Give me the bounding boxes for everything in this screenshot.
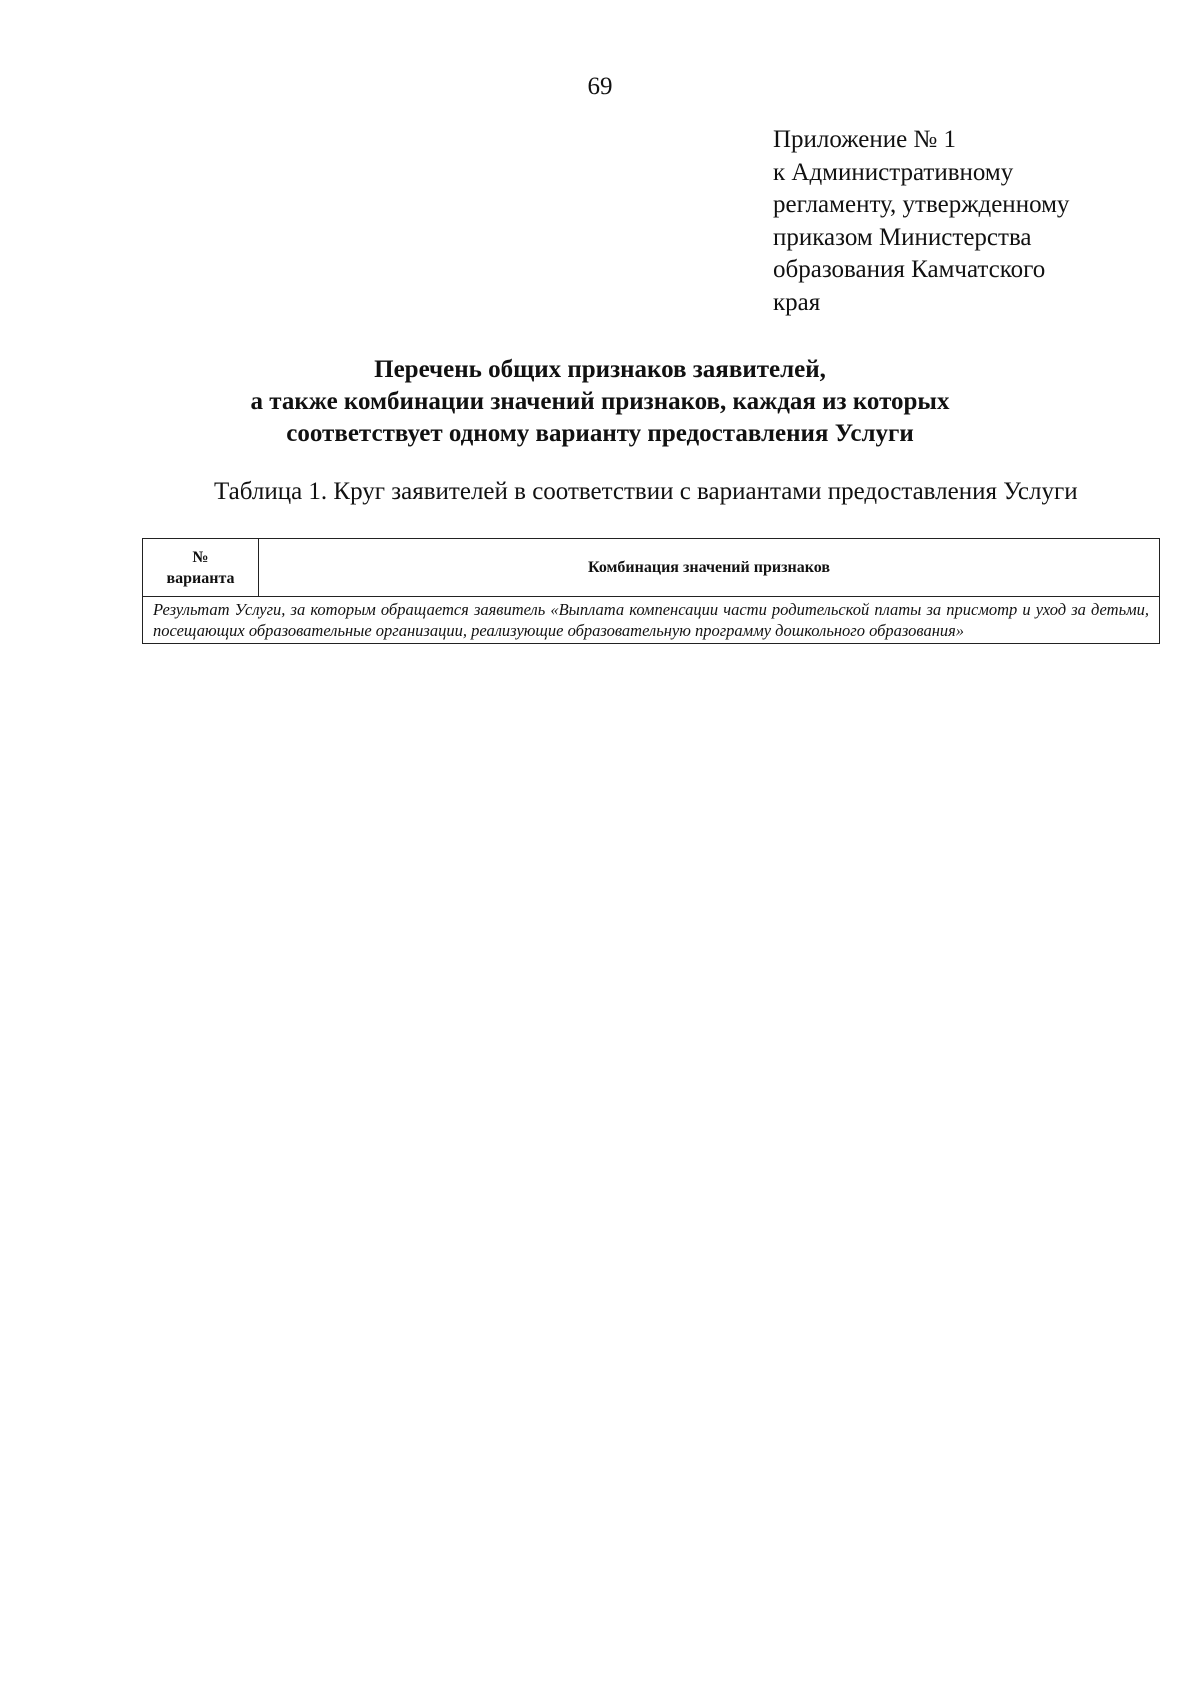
header-variant-number <box>143 539 259 597</box>
header-num-sign: № <box>192 548 209 566</box>
header-num-label: варианта <box>166 569 235 587</box>
document-title <box>0 354 1200 450</box>
header-combination: Комбинация значений признаков <box>259 539 1160 597</box>
title-line: Перечень общих признаков заявителей, <box>374 356 826 383</box>
title-line: соответствует одному варианту предоставления Услуги <box>286 420 914 447</box>
appendix-line: регламенту, утвержденному <box>773 191 1070 218</box>
table-caption: Таблица 1. Круг заявителей в соответствии с вариантами предоставления Услуги <box>214 478 1078 505</box>
appendix-line: приказом Министерства <box>773 223 1032 251</box>
appendix-line: края <box>773 288 821 316</box>
page-number: 69 <box>587 73 613 100</box>
appendix-reference <box>773 124 1173 319</box>
table-row <box>143 597 1160 644</box>
table-header-row <box>143 539 1160 597</box>
appendix-line: образования Камчатского <box>773 256 1046 283</box>
appendix-line: Приложение № 1 <box>773 126 957 153</box>
applicants-table <box>142 538 1160 644</box>
title-line: а также комбинации значений признаков, каждая из которых <box>250 388 950 415</box>
appendix-line: к Административному <box>773 158 1014 186</box>
service-result-cell: Результат Услуги, за которым обращается заявитель «Выплата компенсации части родительской платы за присмотр и уход за детьми, посещающих образовательные организации, реализующие образовательную программу дошкольного образования» <box>143 597 1160 644</box>
